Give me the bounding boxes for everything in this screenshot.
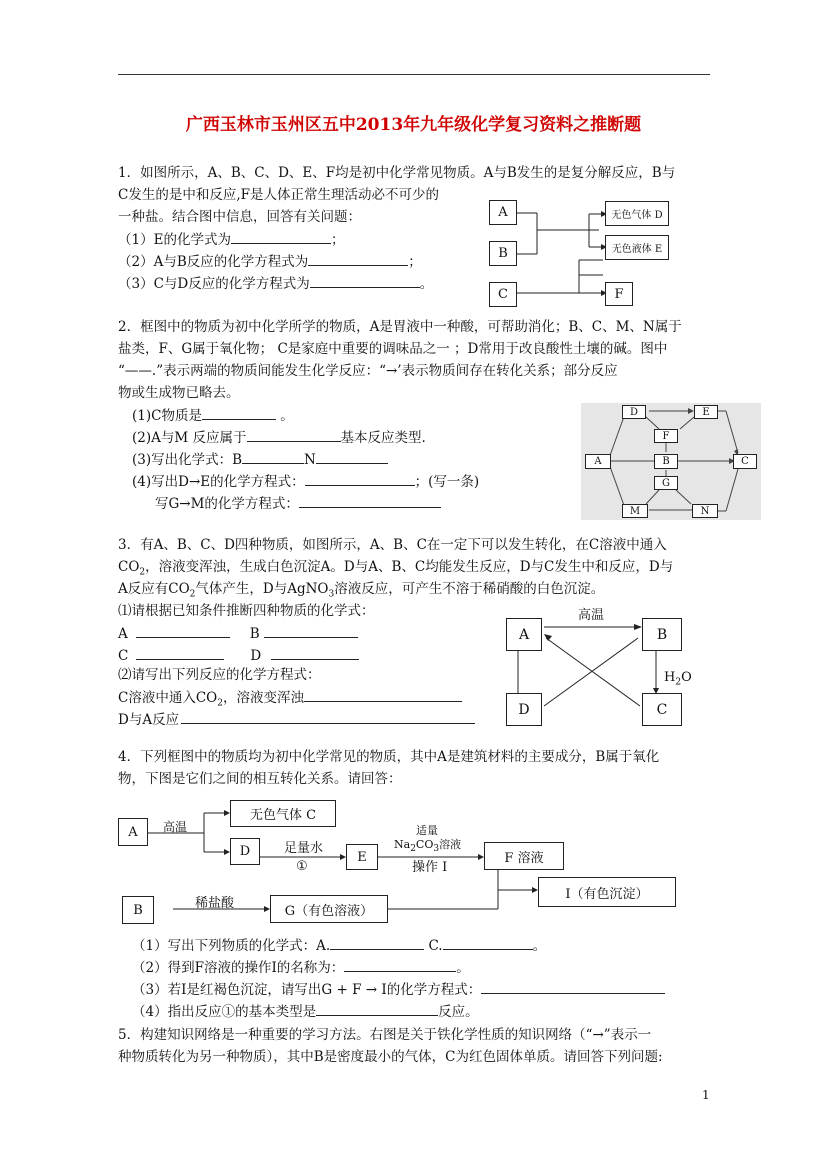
q1-answer2: （2）A与B反应的化学方程式为 ； <box>118 250 422 273</box>
q2-line2: 盐类，F、G属于氧化物； C是家庭中重要的调味品之一 ；D常用于改良酸性土壤的碱。图中 <box>118 341 668 357</box>
q5-line1: 5．构建知识网络是一种重要的学习方法。右图是关于铁化学性质的知识网络（“→”表示一 <box>118 1027 652 1043</box>
q2-answer1: (1)C物质是 。 <box>132 404 294 427</box>
q2-box-n: N <box>692 504 718 518</box>
q4-box-g: G（有色溶液） <box>270 895 388 923</box>
q1-line1: 1．如图所示，A、B、C、D、E、F均是初中化学常见物质。A与B发生的是复分解反应，B与 <box>118 165 676 181</box>
q1-box-c: C <box>489 282 517 307</box>
q4-box-d: D <box>230 838 260 865</box>
page-number: 1 <box>702 1088 710 1102</box>
q4-label-high-temp: 高温 <box>163 820 188 834</box>
q3-box-b: B <box>642 618 682 651</box>
q4-label-hcl: 稀盐酸 <box>195 896 235 911</box>
q3-label-high-temp: 高温 <box>578 608 605 623</box>
q2-diagram <box>581 403 761 520</box>
q1-line3: 一种盐。结合图中信息，回答有关问题： <box>118 209 361 225</box>
q1-box-e: 无色液体 E <box>605 235 669 260</box>
q1-answer3: （3）C与D反应的化学方程式为 。 <box>118 272 433 295</box>
q4-answer4: （4）指出反应①的基本类型是 反应。 <box>132 1000 479 1023</box>
q2-box-b: B <box>654 454 678 469</box>
q2-answer2: (2)A与M 反应属于 基本反应类型. <box>132 426 426 449</box>
q2-box-c: C <box>733 454 757 469</box>
header-rule <box>118 74 710 75</box>
q4-box-c: 无色气体 C <box>230 800 336 827</box>
q2-line4: 物或生成物已略去。 <box>118 385 240 401</box>
q2-line3: “——.”表示两端的物质间能发生化学反应：“→’表示物质间存在转化关系；部分反应 <box>118 363 618 379</box>
q3-line2: $CO_2$，溶液变浑浊，生成白色沉淀A。D与A、B、C均能发生反应，D与C发生中和反应，D与 <box>118 559 674 578</box>
q2-box-d: D <box>622 405 646 419</box>
q4-box-f: F 溶液 <box>484 842 564 870</box>
q4-line2: 物，下图是它们之间的相互转化关系。请回答： <box>118 771 402 787</box>
q1-line2: C发生的是中和反应,F是人体正常生理活动必不可少的 <box>118 187 439 203</box>
q3-formula-cd: C D <box>118 644 359 667</box>
q2-box-g: G <box>654 476 678 490</box>
q2-box-e: E <box>694 405 718 419</box>
q2-box-a: A <box>585 454 611 469</box>
q2-box-f: F <box>654 429 678 443</box>
q4-label-na2co3: $Na_2CO_3$溶液 <box>394 838 462 855</box>
q3-label-h2o: $H_2O$ <box>664 670 692 688</box>
q1-box-d: 无色气体 D <box>605 201 669 226</box>
q4-answer3: （3）若I是红褐色沉淀，请写出G + F → I的化学方程式： <box>132 978 665 1001</box>
q3-equation2: D与A反应 <box>118 708 475 731</box>
q3-equation1: C溶液中通入$CO_2$，溶液变浑浊 <box>118 686 462 715</box>
q2-box-m: M <box>622 504 648 518</box>
q1-box-b: B <box>489 241 517 266</box>
q4-answer1: （1）写出下列物质的化学式：A. C. 。 <box>132 934 546 957</box>
q3-box-a: A <box>506 618 542 651</box>
q2-answer5: 写G→M的化学方程式： <box>155 492 441 515</box>
q4-label-water: 足量水 <box>284 841 324 856</box>
q2-answer3: (3)写出化学式：B N <box>132 448 388 471</box>
q4-box-i: I（有色沉淀） <box>538 877 676 907</box>
q4-box-e: E <box>346 844 378 870</box>
q4-box-a: A <box>118 818 148 846</box>
q3-box-c: C <box>642 693 682 726</box>
q1-answer1: （1）E的化学式为 ； <box>118 228 344 251</box>
document-title: 广西玉林市玉州区五中2013年九年级化学复习资料之推断题 <box>185 115 642 135</box>
q1-box-a: A <box>489 200 517 225</box>
q3-prompt2: ⑵请写出下列反应的化学方程式： <box>118 667 321 683</box>
q3-prompt1: ⑴请根据已知条件推断四种物质的化学式： <box>118 603 375 619</box>
q4-answer2: （2）得到F溶液的操作I的名称为： 。 <box>132 956 470 979</box>
q4-box-b: B <box>122 896 154 924</box>
q4-label-reaction-1: ① <box>296 859 308 874</box>
q3-formula-ab: A B <box>118 622 358 645</box>
q4-label-appropriate: 适量 <box>416 824 438 837</box>
q4-line1: 4．下列框图中的物质均为初中化学常见的物质，其中A是建筑材料的主要成分，B属于氧化 <box>118 749 660 765</box>
q3-line3: A反应有$CO_2$气体产生，D与AgNO$_3$溶液反应，可产生不溶于稀硝酸的白色沉淀。 <box>118 581 605 600</box>
q3-box-d: D <box>506 693 542 726</box>
q3-line1: 3．有A、B、C、D四种物质，如图所示，A、B、C在一定下可以发生转化，在C溶液中通入 <box>118 537 667 553</box>
q2-line1: 2．框图中的物质为初中化学所学的物质，A是胃液中一种酸，可帮助消化；B、C、M、N属于 <box>118 319 682 335</box>
q2-answer4: (4)写出D→E的化学方程式： ；(写一条) <box>132 470 479 493</box>
q4-label-operation: 操作 I <box>412 860 448 875</box>
q5-line2: 种物质转化为另一种物质），其中B是密度最小的气体，C为红色固体单质。请回答下列问题: <box>118 1049 663 1065</box>
q1-box-f: F <box>605 282 633 306</box>
